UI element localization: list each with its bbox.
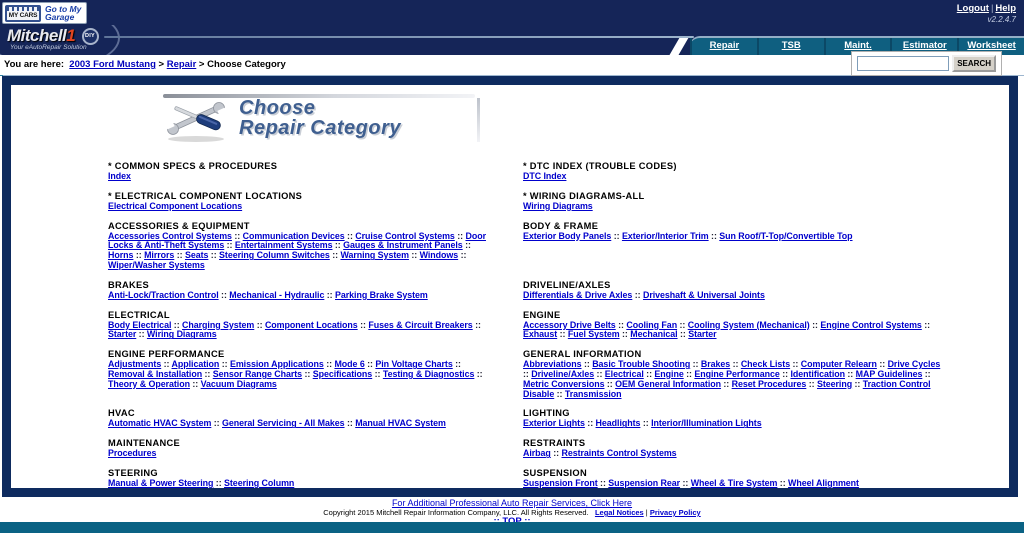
category-link[interactable]: General Servicing - All Makes xyxy=(222,418,345,429)
category-row xyxy=(108,468,943,497)
link-separator: :: xyxy=(133,250,145,261)
privacy-policy-link[interactable]: Privacy Policy xyxy=(649,508,701,517)
category-cell xyxy=(108,310,523,350)
category-link[interactable]: Engine xyxy=(654,368,684,379)
category-heading: ENGINE PERFORMANCE xyxy=(108,349,225,360)
breadcrumb-item: Choose Category xyxy=(207,59,286,70)
category-link[interactable]: Computer Relearn xyxy=(800,359,877,370)
breadcrumb-separator: > xyxy=(196,59,208,70)
category-link[interactable]: Pin Voltage Charts xyxy=(375,359,453,370)
link-separator: :: xyxy=(357,319,369,330)
link-separator: :: xyxy=(324,289,336,300)
category-cell xyxy=(108,191,523,221)
category-link[interactable]: Door Locks & Anti-Theft Systems xyxy=(108,230,486,251)
link-separator: :: xyxy=(454,230,466,241)
link-separator: :: xyxy=(597,477,609,488)
category-row xyxy=(108,310,943,350)
link-separator: :: xyxy=(611,230,622,241)
link-separator: :: xyxy=(809,319,821,330)
category-link[interactable]: Airbag xyxy=(523,448,551,459)
category-link[interactable]: Application xyxy=(171,359,220,370)
link-separator: :: xyxy=(136,329,147,340)
category-heading: BODY & FRAME xyxy=(523,220,599,231)
link-separator: :: xyxy=(219,359,230,370)
my-cars-garage-button[interactable] xyxy=(2,2,87,24)
category-cell xyxy=(108,221,523,280)
category-link[interactable]: Accessories Control Systems xyxy=(108,230,232,241)
category-link[interactable]: Vacuum Diagrams xyxy=(200,378,277,389)
tab-worksheet[interactable]: Worksheet xyxy=(957,38,1024,55)
breadcrumb-item[interactable]: Repair xyxy=(166,59,197,70)
link-separator: :: xyxy=(604,378,616,389)
category-heading: SUSPENSION xyxy=(523,467,587,478)
category-cell xyxy=(108,161,523,191)
category-table xyxy=(108,161,943,497)
category-heading: * ELECTRICAL COMPONENT LOCATIONS xyxy=(108,190,303,201)
link-separator: :: xyxy=(174,250,185,261)
category-link[interactable]: Abbreviations xyxy=(523,359,582,370)
link-separator: :: xyxy=(708,230,720,241)
category-links xyxy=(108,321,498,341)
category-links xyxy=(108,202,498,212)
category-link[interactable]: MAP Guidelines xyxy=(855,368,923,379)
category-heading: LIGHTING xyxy=(523,408,570,419)
link-separator: :: xyxy=(876,359,888,370)
category-link[interactable]: Mirrors xyxy=(144,250,175,261)
breadcrumb-trail xyxy=(69,59,285,70)
category-link[interactable]: Charging System xyxy=(182,319,255,330)
link-separator: :: xyxy=(344,230,356,241)
link-separator: :: xyxy=(202,368,213,379)
category-row xyxy=(108,408,943,438)
category-link[interactable]: Steering Column xyxy=(224,477,295,488)
link-separator: :: xyxy=(452,359,461,370)
category-link[interactable]: Headlights xyxy=(595,418,641,429)
category-cell xyxy=(523,349,943,408)
category-row xyxy=(108,191,943,221)
category-links xyxy=(523,232,943,242)
category-links xyxy=(108,360,498,389)
my-cars-plate-label: MY CARS xyxy=(8,11,38,19)
category-heading: BRAKES xyxy=(108,279,150,290)
category-heading: * COMMON SPECS & PROCEDURES xyxy=(108,161,278,171)
link-separator: :: xyxy=(779,368,791,379)
link-separator: :: xyxy=(224,240,235,251)
tab-tsb[interactable]: TSB xyxy=(757,38,824,55)
category-heading: ACCESSORIES & EQUIPMENT xyxy=(108,220,250,231)
link-separator: :: xyxy=(550,448,562,459)
link-separator: :: xyxy=(844,368,856,379)
category-links xyxy=(523,291,943,301)
category-link[interactable]: Fuel System xyxy=(567,329,620,340)
category-cell xyxy=(108,468,523,497)
footer xyxy=(0,497,1024,522)
category-link[interactable]: Check Lists xyxy=(740,359,791,370)
category-link[interactable]: Interior/Illumination Lights xyxy=(651,418,762,429)
category-link[interactable]: Communication Devices xyxy=(242,230,345,241)
category-link[interactable]: Cooling Fan xyxy=(626,319,678,330)
link-separator: :: xyxy=(323,359,335,370)
link-separator: :: xyxy=(690,359,701,370)
category-cell xyxy=(108,438,523,468)
category-cell xyxy=(108,280,523,310)
category-link[interactable]: Engine Performance xyxy=(694,368,780,379)
category-row xyxy=(108,349,943,408)
footer-divider: | xyxy=(645,508,648,517)
link-separator: :: xyxy=(462,240,471,251)
tab-estimator[interactable]: Estimator xyxy=(890,38,957,55)
page-title-graphic xyxy=(163,97,475,145)
link-separator: :: xyxy=(329,250,341,261)
category-link[interactable]: Sensor Range Charts xyxy=(212,368,303,379)
link-separator: :: xyxy=(344,418,356,429)
category-heading: ENGINE xyxy=(523,309,561,320)
category-link[interactable]: Wiring Diagrams xyxy=(146,329,217,340)
category-link[interactable]: Steering Column Switches xyxy=(219,250,330,261)
category-links xyxy=(523,479,943,489)
category-link[interactable]: Manual & Power Steering xyxy=(108,477,214,488)
category-links xyxy=(108,449,498,459)
category-link[interactable]: Warning System xyxy=(340,250,409,261)
category-cell xyxy=(523,310,943,350)
category-row xyxy=(108,438,943,468)
category-link[interactable]: Exhaust xyxy=(523,329,558,340)
link-separator: :: xyxy=(677,329,689,340)
license-plate-icon xyxy=(5,5,41,22)
category-link[interactable]: Starter xyxy=(688,329,717,340)
brand-tagline: Your eAutoRepair Solution xyxy=(10,44,87,51)
link-separator: :: xyxy=(581,359,593,370)
category-link[interactable]: Wiper/Washer Systems xyxy=(108,259,205,270)
search-button[interactable]: SEARCH xyxy=(952,55,996,72)
tab-maint[interactable]: Maint. xyxy=(824,38,891,55)
category-cell xyxy=(108,349,523,408)
category-cell xyxy=(523,221,943,280)
category-heading: RESTRAINTS xyxy=(523,438,586,449)
category-link[interactable]: Engine Control Systems xyxy=(820,319,922,330)
link-separator: :: xyxy=(643,368,655,379)
professional-services-link[interactable]: For Additional Professional Auto Repair Services, Click Here xyxy=(391,498,633,508)
link-separator: :: xyxy=(640,418,652,429)
category-link[interactable]: Transmission xyxy=(564,388,622,399)
category-link[interactable]: Mechanical - Hydraulic xyxy=(229,289,325,300)
category-heading: STEERING xyxy=(108,467,158,478)
category-links xyxy=(108,172,498,182)
link-separator: :: xyxy=(474,368,483,379)
crossed-tools-icon xyxy=(163,97,229,143)
tab-repair[interactable]: Repair xyxy=(690,38,757,55)
category-cell xyxy=(108,408,523,438)
category-heading: DRIVELINE/AXLES xyxy=(523,279,611,290)
category-link[interactable]: Component Locations xyxy=(264,319,358,330)
category-link[interactable]: DTC Index xyxy=(523,171,567,181)
link-separator: :: xyxy=(364,359,376,370)
top-bar xyxy=(0,0,1024,25)
category-link[interactable]: Emission Applications xyxy=(229,359,324,370)
link-separator: :: xyxy=(680,477,691,488)
link-separator: :: xyxy=(922,368,931,379)
category-link[interactable]: Driveshaft & Universal Joints xyxy=(642,289,765,300)
category-cell xyxy=(523,280,943,310)
category-link[interactable]: Electrical xyxy=(604,368,644,379)
legal-notices-link[interactable]: Legal Notices xyxy=(594,508,644,517)
link-separator: :: xyxy=(523,368,532,379)
category-link[interactable]: Identification xyxy=(790,368,845,379)
category-link[interactable]: Seats xyxy=(184,250,209,261)
diy-badge: DIY xyxy=(82,28,99,45)
link-separator: :: xyxy=(677,319,688,330)
category-links xyxy=(523,321,943,341)
help-link[interactable]: Help xyxy=(995,3,1016,14)
category-links xyxy=(108,232,498,271)
category-link[interactable]: Driveline/Axles xyxy=(531,368,595,379)
category-links xyxy=(523,449,943,459)
category-links xyxy=(523,419,943,429)
link-separator: :: xyxy=(806,378,817,389)
go-to-my-garage-label: Go to My Garage xyxy=(45,3,82,22)
category-link[interactable]: Entertainment Systems xyxy=(234,240,333,251)
link-separator: :: xyxy=(852,378,863,389)
copyright-text: Copyright 2015 Mitchell Repair Information Company, LLC. All Rights Reserved. xyxy=(323,508,589,517)
category-links xyxy=(523,360,943,399)
link-separator: :: xyxy=(557,329,568,340)
category-heading: MAINTENANCE xyxy=(108,438,180,449)
category-link[interactable]: Suspension Rear xyxy=(608,477,681,488)
category-link[interactable]: Metric Conversions xyxy=(523,378,605,389)
category-link[interactable]: Adjustments xyxy=(108,359,162,370)
category-link[interactable]: Body Electrical xyxy=(108,319,172,330)
category-link[interactable]: Gauges & Instrument Panels xyxy=(343,240,463,251)
search-box xyxy=(851,51,1002,76)
main-content xyxy=(2,76,1018,497)
category-cell xyxy=(523,161,943,191)
title-right-strip-decoration xyxy=(477,98,480,142)
link-separator: :: xyxy=(458,250,467,261)
category-link[interactable]: Reset Procedures xyxy=(731,378,807,389)
swoosh-line-decoration xyxy=(104,36,694,38)
category-link[interactable]: Electrical Component Locations xyxy=(108,200,243,211)
breadcrumb-item[interactable]: 2003 Ford Mustang xyxy=(69,59,156,70)
category-link[interactable]: Wheel Alignment xyxy=(788,477,859,488)
category-table-body xyxy=(108,161,943,497)
category-link[interactable]: Index xyxy=(108,171,131,181)
category-link[interactable]: Steering xyxy=(816,378,853,389)
breadcrumb-separator: > xyxy=(155,59,167,70)
category-link[interactable]: Cruise Control Systems xyxy=(355,230,455,241)
link-separator: :: xyxy=(720,378,732,389)
link-separator: :: xyxy=(408,250,420,261)
link-separator: :: xyxy=(208,250,220,261)
category-link[interactable]: Starter xyxy=(108,329,137,340)
category-heading: * WIRING DIAGRAMS-ALL xyxy=(523,190,645,201)
category-link[interactable]: Exterior/Interior Trim xyxy=(621,230,709,241)
category-links xyxy=(108,479,498,489)
version-label: v2.2.4.7 xyxy=(987,15,1016,24)
category-row xyxy=(108,161,943,191)
category-link[interactable]: Testing & Diagnostics xyxy=(382,368,475,379)
category-link[interactable]: Wiring Diagrams xyxy=(523,200,593,211)
category-cell xyxy=(523,468,943,497)
bottom-bar xyxy=(0,522,1024,533)
link-separator: :: xyxy=(332,240,344,251)
link-separator: :: xyxy=(584,418,596,429)
category-link[interactable]: Exterior Body Panels xyxy=(523,230,612,241)
link-separator: :: xyxy=(632,289,643,300)
category-links xyxy=(523,172,943,182)
category-link[interactable]: Horns xyxy=(108,250,134,261)
category-row xyxy=(108,221,943,280)
category-link[interactable]: Mechanical xyxy=(630,329,678,340)
logout-link[interactable]: Logout xyxy=(956,3,989,14)
link-separator: :: xyxy=(790,359,801,370)
link-separator: :: xyxy=(189,378,201,389)
category-links xyxy=(108,291,498,301)
category-link[interactable]: Cooling System (Mechanical) xyxy=(687,319,810,330)
breadcrumb-prefix: You are here: xyxy=(4,59,65,70)
category-link[interactable]: Removal & Installation xyxy=(108,368,203,379)
category-link[interactable]: Fuses & Circuit Breakers xyxy=(368,319,473,330)
category-row xyxy=(108,280,943,310)
category-link[interactable]: Theory & Operation xyxy=(108,378,190,389)
category-link[interactable]: Windows xyxy=(419,250,459,261)
category-cell xyxy=(523,438,943,468)
link-separator: :: xyxy=(730,359,741,370)
category-link[interactable]: Basic Trouble Shooting xyxy=(592,359,691,370)
category-cell xyxy=(523,408,943,438)
category-link[interactable]: Restraints Control Systems xyxy=(561,448,677,459)
link-separator: :: xyxy=(921,319,931,330)
link-separator: :: xyxy=(372,368,383,379)
category-link[interactable]: Exterior Lights xyxy=(523,418,585,429)
category-heading: * DTC INDEX (TROUBLE CODES) xyxy=(523,161,677,171)
page-title: Choose Repair Category xyxy=(239,97,401,139)
category-link[interactable]: Anti-Lock/Traction Control xyxy=(108,289,219,300)
category-heading: ELECTRICAL xyxy=(108,309,170,320)
link-separator: :: xyxy=(231,230,243,241)
category-link[interactable]: Suspension Front xyxy=(523,477,598,488)
logout-help-divider: | xyxy=(990,3,994,14)
category-heading: GENERAL INFORMATION xyxy=(523,349,642,360)
category-link[interactable]: Wheel & Tire System xyxy=(690,477,778,488)
category-link[interactable]: Drive Cycles xyxy=(887,359,941,370)
category-links xyxy=(108,419,498,429)
link-separator: :: xyxy=(683,368,695,379)
link-separator: :: xyxy=(218,289,230,300)
category-link[interactable]: Accessory Drive Belts xyxy=(523,319,616,330)
link-separator: :: xyxy=(472,319,481,330)
link-separator: :: xyxy=(777,477,789,488)
link-separator: :: xyxy=(594,368,605,379)
link-separator: :: xyxy=(615,319,627,330)
mitchell1-logo[interactable]: Mitchell1 DIY xyxy=(7,26,99,46)
link-separator: :: xyxy=(554,388,565,399)
category-heading: HVAC xyxy=(108,408,135,419)
link-separator: :: xyxy=(302,368,313,379)
category-link[interactable]: OEM General Information xyxy=(615,378,721,389)
category-link[interactable]: Differentials & Drive Axles xyxy=(523,289,633,300)
category-link[interactable]: Mode 6 xyxy=(334,359,365,370)
category-link[interactable]: Traction Control Disable xyxy=(523,378,931,399)
category-link[interactable]: Brakes xyxy=(700,359,731,370)
category-link[interactable]: Manual HVAC System xyxy=(355,418,446,429)
link-separator: :: xyxy=(254,319,265,330)
category-link[interactable]: Procedures xyxy=(108,448,157,459)
category-link[interactable]: Sun Roof/T-Top/Convertible Top xyxy=(719,230,853,241)
link-separator: :: xyxy=(161,359,172,370)
link-separator: :: xyxy=(213,477,225,488)
link-separator: :: xyxy=(211,418,222,429)
category-link[interactable]: Automatic HVAC System xyxy=(108,418,212,429)
category-link[interactable]: Specifications xyxy=(312,368,373,379)
tab-slant-decoration xyxy=(667,38,689,55)
category-cell xyxy=(523,191,943,221)
link-separator: :: xyxy=(619,329,631,340)
category-link[interactable]: Parking Brake System xyxy=(335,289,428,300)
link-separator: :: xyxy=(171,319,183,330)
search-input[interactable] xyxy=(857,56,949,71)
category-links xyxy=(523,202,943,212)
